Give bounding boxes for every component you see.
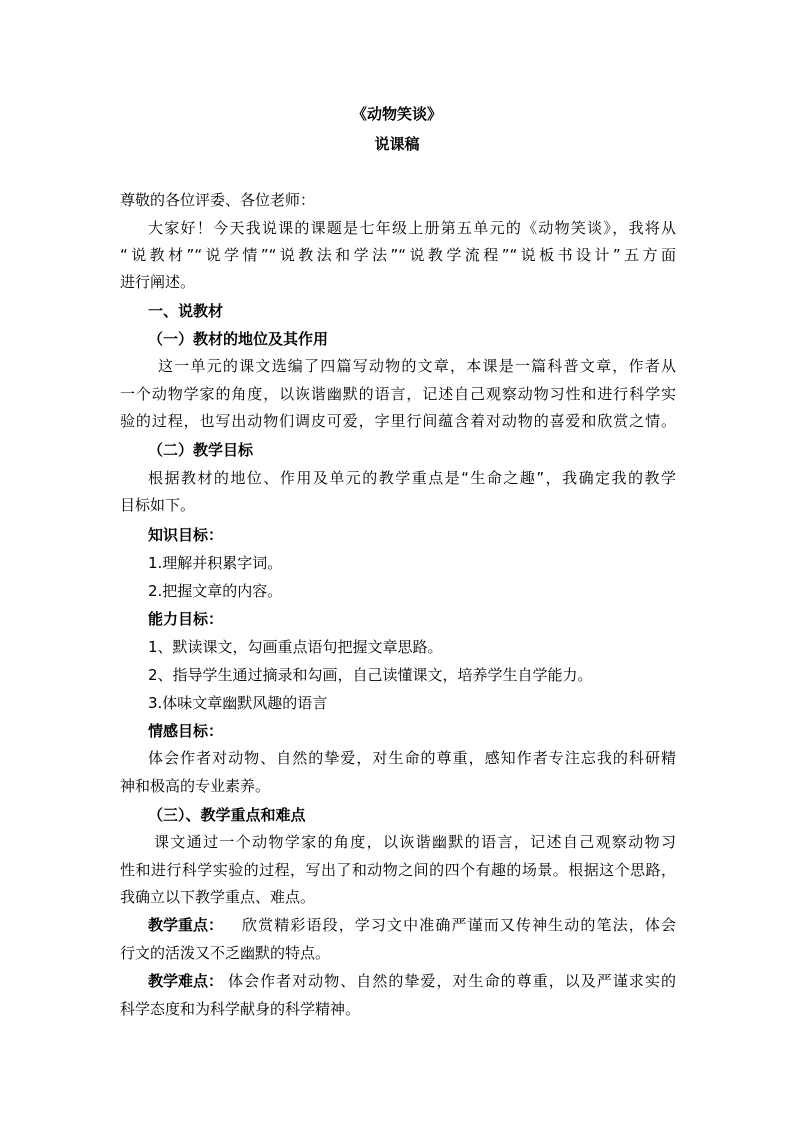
list-item: 1.理解并积累字词。 [148, 554, 283, 572]
paragraph-line: 体会作者对动物、自然的挚爱，对生命的尊重，以及严谨求实的 [228, 972, 676, 990]
intro-line: “说教材”“说学情”“说教法和学法”“说教学流程”“说板书设计”五方面 [120, 246, 676, 264]
objective-heading: 知识目标： [148, 526, 224, 544]
paragraph-line: 我确立以下教学重点、难点。 [120, 888, 316, 906]
paragraph-line: 目标如下。 [120, 496, 196, 514]
difficulty-label: 教学难点： [148, 972, 224, 990]
paragraph-line: 验的过程，也写出动物们调皮可爱，字里行间蕴含着对动物的喜爱和欣赏之情。 [120, 412, 676, 430]
document-subtitle: 说课稿 [374, 135, 420, 153]
objective-heading: 能力目标： [148, 610, 224, 628]
list-item: 2、指导学生通过摘录和勾画，自己读懂课文，培养学生自学能力。 [148, 666, 593, 684]
list-item: 3.体味文章幽默风趣的语言 [148, 694, 328, 712]
objective-heading: 情感目标： [148, 722, 224, 740]
paragraph-line: 神和极高的专业素养。 [120, 777, 271, 795]
paragraph-line: 根据教材的地位、作用及单元的教学重点是“生命之趣”，我确定我的教学 [148, 469, 676, 487]
paragraph-line: 科学态度和为科学献身的科学精神。 [120, 1000, 361, 1018]
key-point-label: 教学重点： [148, 916, 224, 934]
list-item: 1、默读课文，勾画重点语句把握文章思路。 [148, 638, 443, 656]
document-title: 《动物笑谈》 [351, 105, 442, 123]
paragraph-line: 体会作者对动物、自然的挚爱，对生命的尊重，感知作者专注忘我的科研精 [148, 749, 676, 767]
paragraph-line: 这一单元的课文选编了四篇写动物的文章，本课是一篇科普文章，作者从 [158, 357, 676, 375]
subsection-heading: （三）、教学重点和难点 [148, 806, 306, 824]
greeting: 尊敬的各位评委、各位老师： [120, 191, 316, 209]
paragraph-line: 行文的活泼又不乏幽默的特点。 [120, 944, 331, 962]
intro-line: 进行阐述。 [120, 273, 196, 291]
paragraph-line: 一个动物学家的角度，以诙谐幽默的语言，记述自己观察动物习性和进行科学实 [120, 385, 676, 403]
paragraph-line: 课文通过一个动物学家的角度，以诙谐幽默的语言，记述自己观察动物习 [154, 833, 676, 851]
list-item: 2.把握文章的内容。 [148, 582, 283, 600]
paragraph-line: 性和进行科学实验的过程，写出了和动物之间的四个有趣的场景。根据这个思路， [120, 861, 676, 879]
paragraph-line: 欣赏精彩语段，学习文中准确严谨而又传神生动的笔法，体会 [242, 916, 676, 934]
intro-line: 大家好！今天我说课的课题是七年级上册第五单元的《动物笑谈》，我将从 [148, 219, 676, 237]
section-heading: 一、说教材 [148, 302, 224, 320]
subsection-heading: （二）教学目标 [148, 441, 254, 459]
subsection-heading: （一）教材的地位及其作用 [148, 330, 329, 348]
